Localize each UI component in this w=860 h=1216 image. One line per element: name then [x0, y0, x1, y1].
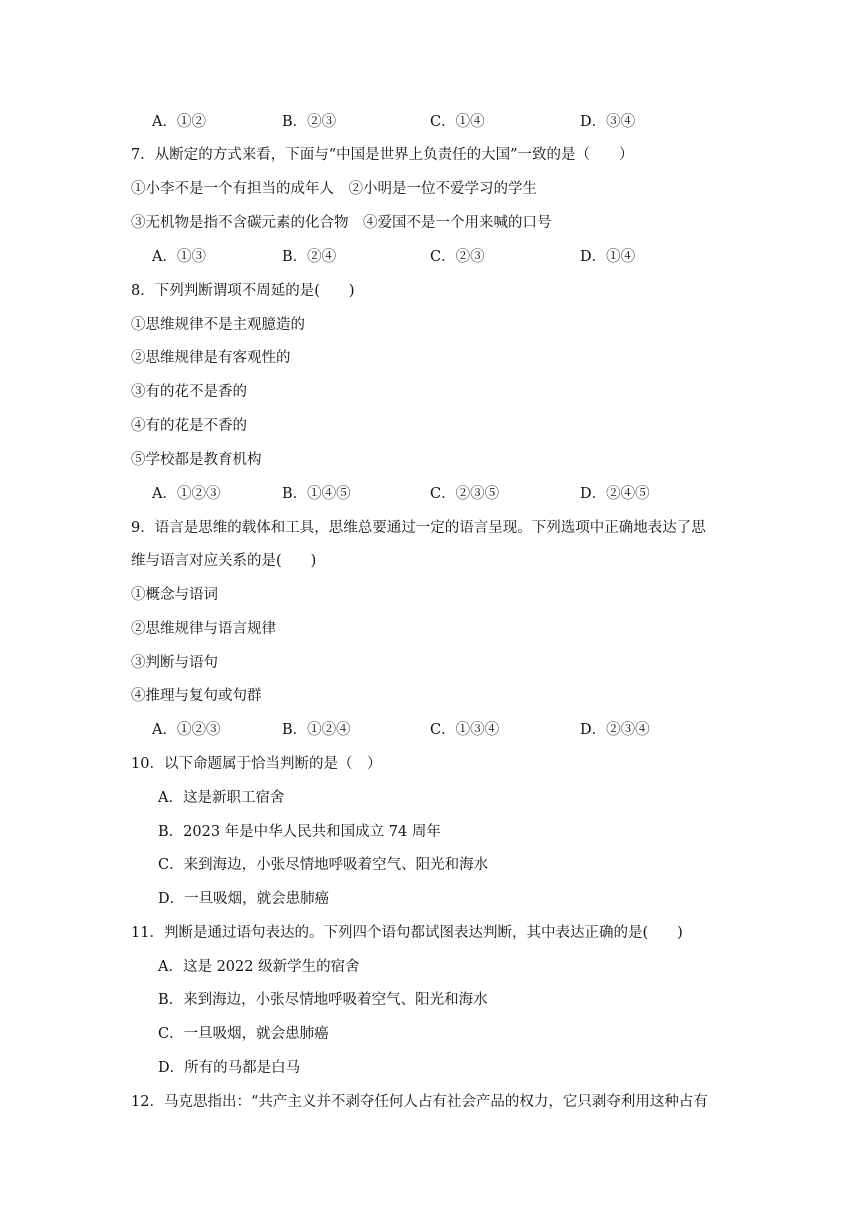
q8-item-3: ③有的花不是香的: [131, 384, 247, 400]
q11-option-d: D．所有的马都是白马: [158, 1060, 301, 1076]
q7-item-1: ①小李不是一个有担当的成年人 ②小明是一位不爱学习的学生: [131, 181, 537, 197]
q8-option-b: B．①④⑤: [282, 486, 351, 502]
q10-option-c: C．来到海边，小张尽情地呼吸着空气、阳光和海水: [158, 857, 489, 873]
q7-option-c: C．②③: [430, 249, 485, 265]
q9-item-2: ②思维规律与语言规律: [131, 621, 276, 637]
q10-option-d: D．一旦吸烟，就会患肺癌: [158, 891, 330, 907]
q9-option-b: B．①②④: [282, 722, 351, 738]
q11-stem: 11．判断是通过语句表达的。下列四个语句都试图表达判断，其中表达正确的是( ): [131, 925, 683, 941]
q11-option-b: B．来到海边，小张尽情地呼吸着空气、阳光和海水: [158, 992, 488, 1008]
q11-option-c: C．一旦吸烟，就会患肺癌: [158, 1026, 329, 1042]
q7-stem: 7．从断定的方式来看，下面与“中国是世界上负责任的大国”一致的是（ ）: [131, 147, 634, 163]
q10-option-a: A．这是新职工宿舍: [158, 790, 285, 806]
q7-option-d: D．①④: [580, 249, 636, 265]
q8-item-2: ②思维规律是有客观性的: [131, 350, 291, 366]
q8-item-4: ④有的花是不香的: [131, 418, 247, 434]
q9-option-c: C．①③④: [430, 722, 500, 738]
q9-item-4: ④推理与复句或句群: [131, 688, 262, 704]
q8-option-c: C．②③⑤: [430, 486, 500, 502]
q7-option-b: B．②④: [282, 249, 337, 265]
q10-stem: 10．以下命题属于恰当判断的是（ ）: [131, 756, 382, 772]
q9-stem-line-2: 维与语言对应关系的是( ): [131, 553, 317, 569]
q9-option-a: A．①②③: [152, 722, 221, 738]
q8-item-5: ⑤学校都是教育机构: [131, 452, 262, 468]
q8-stem: 8．下列判断谓项不周延的是( ): [131, 283, 355, 299]
q6-option-c: C．①④: [430, 114, 485, 130]
q7-item-2: ③无机物是指不含碳元素的化合物 ④爱国不是一个用来喊的口号: [131, 215, 552, 231]
q6-option-b: B．②③: [282, 114, 337, 130]
q11-option-a: A．这是 2022 级新学生的宿舍: [158, 959, 360, 975]
q8-item-1: ①思维规律不是主观臆造的: [131, 317, 305, 333]
q6-option-d: D．③④: [580, 114, 636, 130]
q12-stem: 12．马克思指出：“共产主义并不剥夺任何人占有社会产品的权力，它只剥夺利用这种占有: [131, 1094, 708, 1110]
q6-option-a: A．①②: [152, 114, 206, 130]
q8-option-a: A．①②③: [152, 486, 221, 502]
q10-option-b: B．2023 年是中华人民共和国成立 74 周年: [158, 824, 441, 840]
q8-option-d: D．②④⑤: [580, 486, 650, 502]
q9-option-d: D．②③④: [580, 722, 650, 738]
q7-option-a: A．①③: [152, 249, 206, 265]
q9-item-3: ③判断与语句: [131, 655, 218, 671]
q9-item-1: ①概念与语词: [131, 587, 218, 603]
q9-stem-line-1: 9．语言是思维的载体和工具，思维总要通过一定的语言呈现。下列选项中正确地表达了思: [131, 520, 706, 536]
